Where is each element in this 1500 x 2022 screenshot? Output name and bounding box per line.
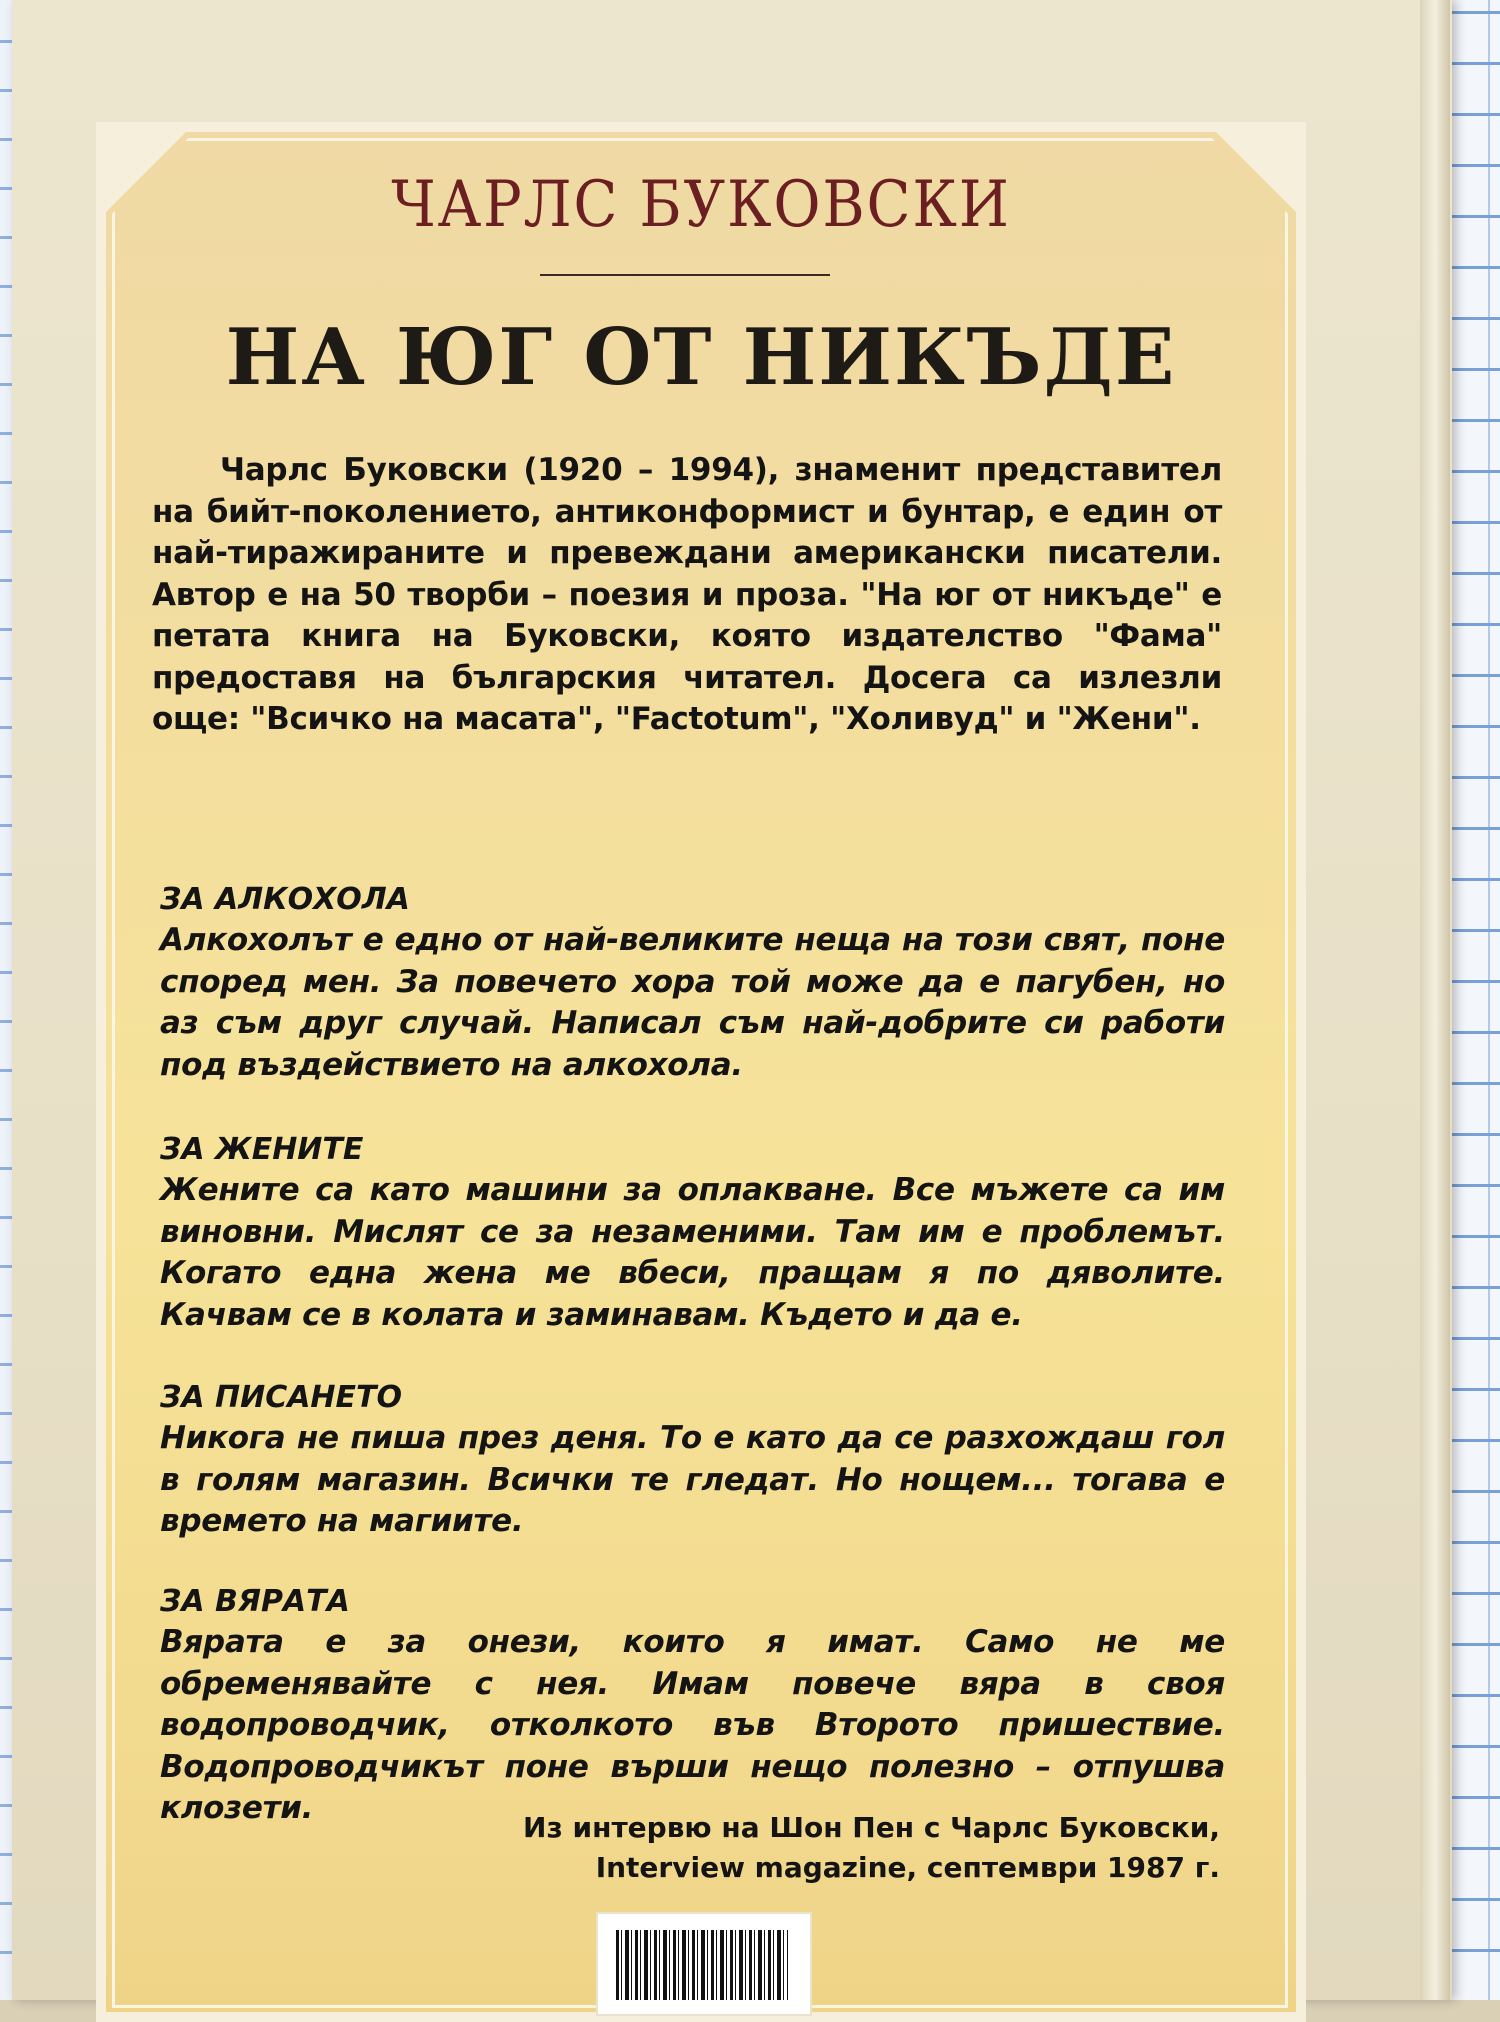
source-line-2: Interview magazine, септември 1987 г. — [595, 1851, 1220, 1884]
book-title: НА ЮГ ОТ НИКЪДЕ — [225, 312, 1177, 403]
quote-section-alcohol — [160, 880, 1225, 1086]
section-heading: ЗА ЖЕНИТЕ — [160, 1132, 364, 1167]
section-heading: ЗА ВЯРАТА — [160, 1584, 350, 1619]
section-heading: ЗА ПИСАНЕТО — [160, 1380, 402, 1415]
intro-paragraph — [152, 450, 1222, 741]
section-heading: ЗА АЛКОХОЛА — [160, 882, 410, 917]
quote-source — [400, 1808, 1220, 1888]
barcode-icon — [616, 1930, 788, 2000]
book-spine-edge — [1420, 0, 1450, 2000]
author-name: ЧАРЛС БУКОВСКИ — [391, 168, 1011, 242]
intro-text: Чарлс Буковски (1920 – 1994), знаменит представител на бийт-поколението, антиконформист и бунтар, е един от най-тиражираните и превеждани американски писатели. Автор е на 50 творби – поезия и проза. "На юг от никъде" е петата книга на Буковски, която издателство "Фама" предоставя на българския читател. Досега са излезли още: "Всичко на масата", "Factotum", "Холивуд" и "Жени". — [152, 452, 1222, 737]
source-line-1: Из интервю на Шон Пен с Чарлс Буковски, — [523, 1811, 1220, 1844]
quote-section-writing — [160, 1378, 1225, 1543]
section-text: Жените са като машини за оплакване. Все мъжете са им виновни. Мислят се за незаменими. Там им е проблемът. Когато една жена ме вбеси, пращам я по дяволите. Качвам се в колата и заминавам. Където и да е. — [160, 1172, 1225, 1333]
section-text: Вярата е за онези, които я имат. Само не ме обременявайте с нея. Имам повече вяра в своя водопроводчик, отколкото във Второто пришествие. Водопроводчикът поне върши нещо полезно – отпушва клозети. — [160, 1624, 1225, 1826]
section-text: Никога не пиша през деня. То е като да се разхождаш гол в голям магазин. Всички те гледат. Но нощем... тогава е времето на магиите. — [160, 1420, 1225, 1539]
title-divider — [540, 274, 830, 276]
section-text: Алкохолът е едно от най-великите неща на този свят, поне според мен. За повечето хора той може да е пагубен, но аз съм друг случай. Написал съм най-добрите си работи под въздействието на алкохола. — [160, 922, 1225, 1083]
quote-section-faith — [160, 1582, 1225, 1830]
quote-section-women — [160, 1130, 1225, 1336]
